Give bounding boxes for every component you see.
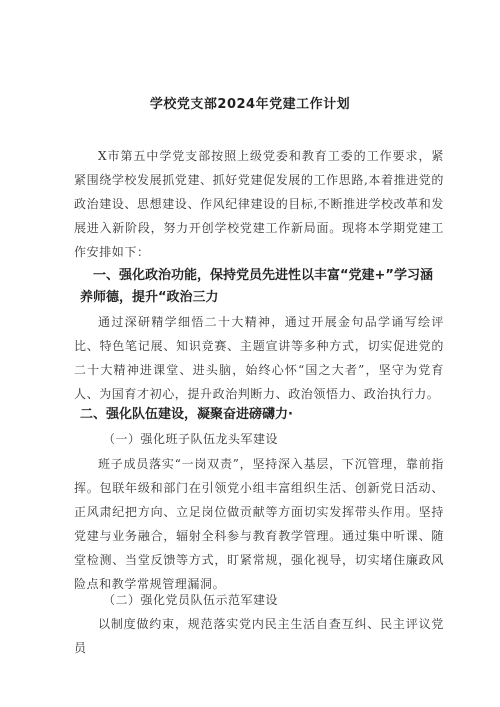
- subsection1-heading: （一）强化班子队伍龙头军建设: [103, 432, 279, 446]
- subsection2-heading: （二）强化党员队伍示范军建设: [103, 593, 279, 607]
- section1-heading: 一、强化政治功能，保持党员先进性以丰富“党建+”学习涵养师德，提升“政治三力: [80, 268, 433, 305]
- subsection1-body: 班子成员落实“一岗双责”，坚持深入基层，下沉管理，靠前指挥。包联年级和部门在引领党小组丰富组织生活、创新党日活动、正风肃纪把方向、立足岗位做贡献等方面切实发挥带头作用。坚持党建与业务融合，辐射全科参与教育教学管理。通过集中听课、随堂检测、当堂反馈等方式，盯紧常规，强化视导，切实堵住廉政风险点和教学常规管理漏洞。: [74, 457, 444, 591]
- section2-heading: 二、强化队伍建设，凝聚奋进磅礴力·: [80, 407, 293, 422]
- intro-paragraph: X市第五中学党支部按照上级党委和教育工委的工作要求，紧紧围绕学校发展抓党建、抓好党建促发展的工作思路,本着推进党的政治建设、思想建设、作风纪律建设的目标,不断推进学校改革和发展进入新阶段，努力开创学校党建工作新局面。现将本学期党建工作安排如下：: [74, 149, 444, 259]
- subsection2-body: 以制度做约束，规范落实党内民主生活自查互纠、民主评议党员: [74, 617, 444, 655]
- section1-body: 通过深研精学细悟二十大精神，通过开展金句品学诵写绘评比、特色笔记展、知识竞赛、主题宣讲等多种方式，切实促进党的二十大精神进课堂、进头脑，始终心怀“国之大者”，坚守为党育人、为国育才初心，提升政治判断力、政治领悟力、政治执行力。: [74, 315, 444, 401]
- document-title: 学校党支部2024年党建工作计划: [149, 97, 351, 112]
